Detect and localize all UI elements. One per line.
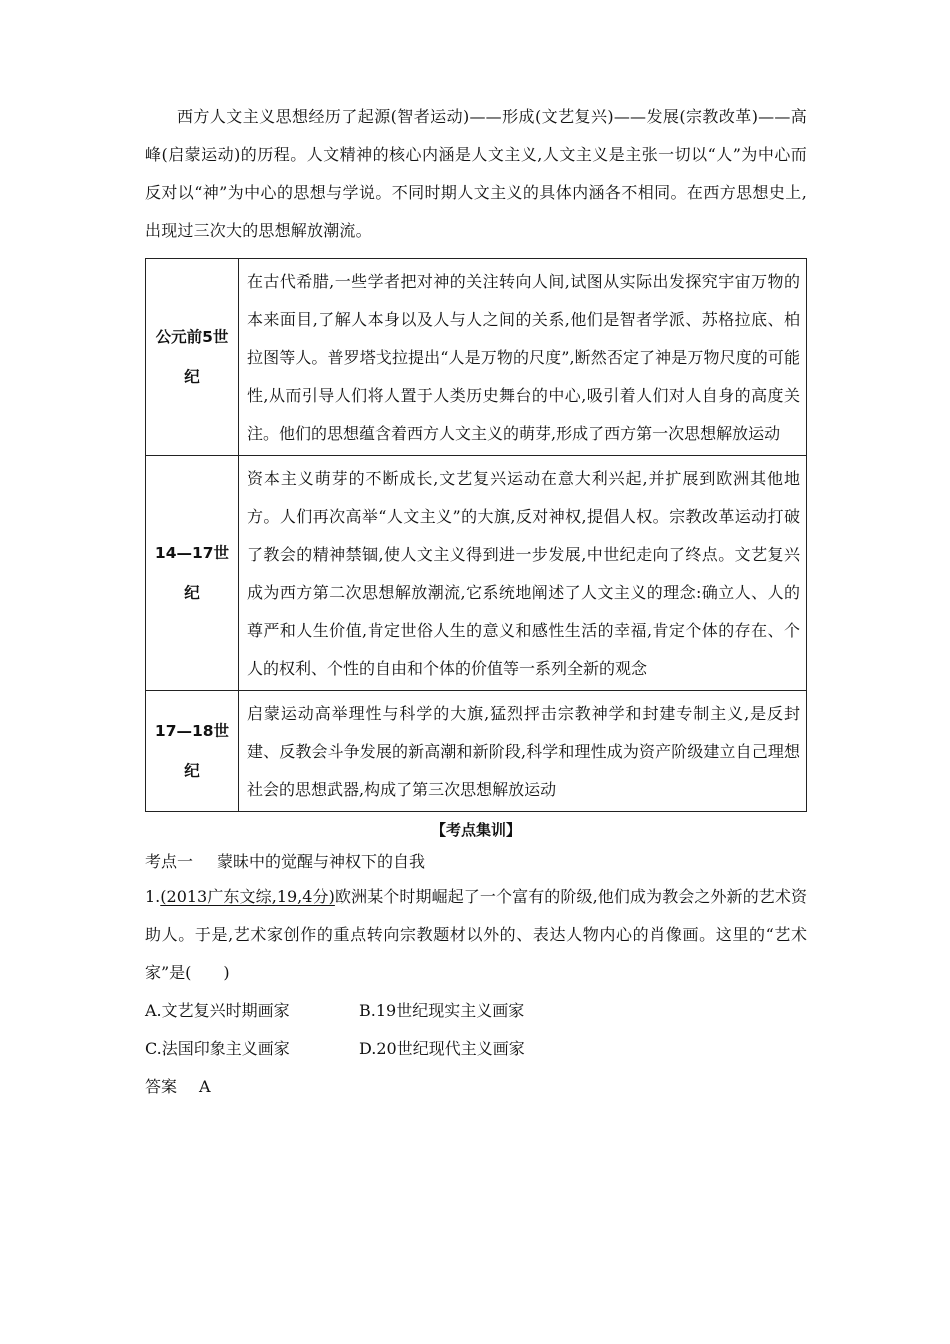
kaodian-title: 蒙昧中的觉醒与神权下的自我	[217, 852, 426, 871]
question-stem	[145, 878, 807, 992]
content-cell: 在古代希腊,一些学者把对神的关注转向人间,试图从实际出发探究宇宙万物的本来面目,了解人本身以及人与人之间的关系,他们是智者学派、苏格拉底、柏拉图等人。普罗塔戈拉提出“人是万物的尺度”,断然否定了神是万物尺度的可能性,从而引导人们将人置于人类历史舞台的中心,吸引着人们对人自身的高度关注。他们的思想蕴含着西方人文主义的萌芽,形成了西方第一次思想解放运动	[239, 259, 807, 456]
table-row	[146, 259, 807, 456]
question-number: 1.	[145, 887, 161, 906]
kaodian-line	[145, 846, 807, 878]
answer-line	[145, 1068, 807, 1106]
period-cell: 14—17世纪	[146, 456, 239, 691]
table-row	[146, 456, 807, 691]
question-source: (2013广东文综,19,4分)	[160, 887, 335, 906]
period-cell: 公元前5世纪	[146, 259, 239, 456]
intro-paragraph: 西方人文主义思想经历了起源(智者运动)——形成(文艺复兴)——发展(宗教改革)——高峰(启蒙运动)的历程。人文精神的核心内涵是人文主义,人文主义是主张一切以“人”为中心而反对以“神”为中心的思想与学说。不同时期人文主义的具体内涵各不相同。在西方思想史上,出现过三次大的思想解放潮流。	[145, 107, 807, 240]
option-b: B.19世纪现实主义画家	[359, 1001, 525, 1020]
section-heading: 【考点集训】	[430, 821, 521, 839]
content-cell: 资本主义萌芽的不断成长,文艺复兴运动在意大利兴起,并扩展到欧洲其他地方。人们再次高举“人文主义”的大旗,反对神权,提倡人权。宗教改革运动打破了教会的精神禁锢,使人文主义得到进一步发展,中世纪走向了终点。文艺复兴成为西方第二次思想解放潮流,它系统地阐述了人文主义的理念:确立人、人的尊严和人生价值,肯定世俗人生的意义和感性生活的幸福,肯定个体的存在、个人的权利、个性的自由和个体的价值等一系列全新的观念	[239, 456, 807, 691]
question-options	[145, 992, 807, 1068]
option-c: C.法国印象主义画家	[145, 1039, 290, 1058]
content-cell: 启蒙运动高举理性与科学的大旗,猛烈抨击宗教神学和封建专制主义,是反封建、反教会斗争发展的新高潮和新阶段,科学和理性成为资产阶级建立自己理想社会的思想武器,构成了第三次思想解放运动	[239, 691, 807, 812]
answer-value: A	[199, 1077, 211, 1096]
question-text: 欧洲某个时期崛起了一个富有的阶级,他们成为教会之外新的艺术资助人。于是,艺术家创作的重点转向宗教题材以外的、表达人物内心的肖像画。这里的“艺术家”是( )	[145, 887, 807, 982]
period-cell: 17—18世纪	[146, 691, 239, 812]
humanism-history-table	[145, 258, 807, 812]
kaodian-label: 考点一	[145, 852, 194, 871]
document-page	[145, 98, 807, 1106]
option-d: D.20世纪现代主义画家	[359, 1039, 525, 1058]
answer-label: 答案	[145, 1077, 178, 1096]
option-a: A.文艺复兴时期画家	[145, 1001, 290, 1020]
table-row	[146, 691, 807, 812]
